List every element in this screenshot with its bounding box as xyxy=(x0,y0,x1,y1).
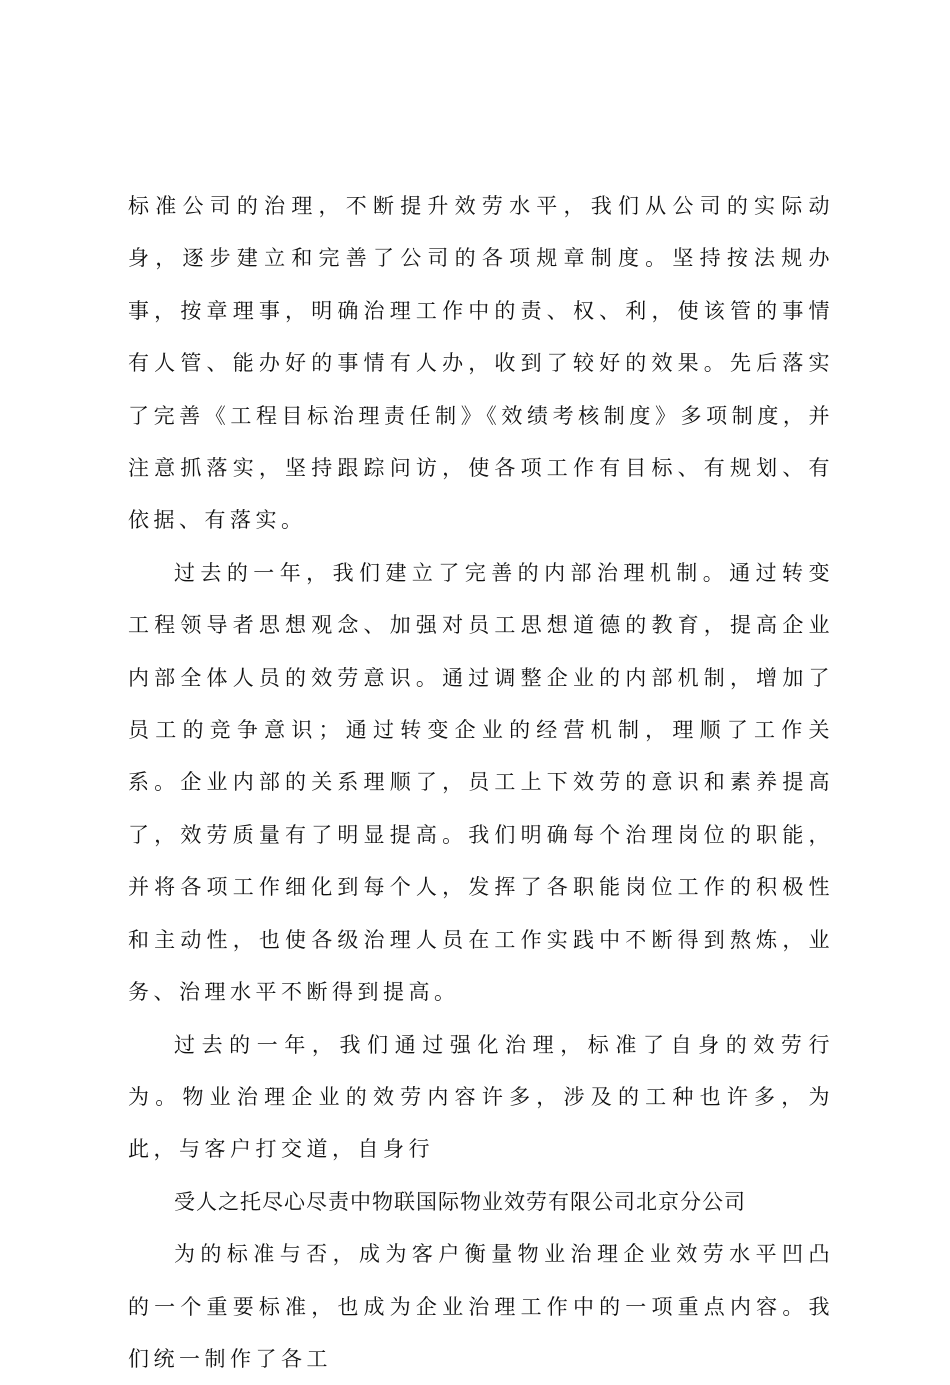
paragraph-management-standards: 标准公司的治理，不断提升效劳水平，我们从公司的实际动身，逐步建立和完善了公司的各项规章制度。坚持按法规办事，按章理事，明确治理工作中的责、权、利，使该管的事情有人管、能办好的事情有人办，收到了较好的效果。先后落实了完善《工程目标治理责任制》《效绩考核制度》多项制度，并注意抓落实，坚持跟踪问访，使各项工作有目标、有规划、有依据、有落实。 xyxy=(128,194,834,533)
document-body xyxy=(128,180,834,1385)
paragraph-internal-mechanism: 过去的一年，我们建立了完善的内部治理机制。通过转变工程领导者思想观念、加强对员工思想道德的教育，提高企业内部全体人员的效劳意识。通过调整企业的内部机制，增加了员工的竞争意识；通过转变企业的经营机制，理顺了工作关系。企业内部的关系理顺了，员工上下效劳的意识和素养提高了，效劳质量有了明显提高。我们明确每个治理岗位的职能，并将各项工作细化到每个人，发挥了各职能岗位工作的积极性和主动性，也使各级治理人员在工作实践中不断得到熬炼，业务、治理水平不断得到提高。 xyxy=(128,560,834,1005)
company-slogan-line: 受人之托尽心尽责中物联国际物业效劳有限公司北京分公司 xyxy=(174,1189,746,1214)
paragraph-behavior-standards: 为的标准与否，成为客户衡量物业治理企业效劳水平凹凸的一个重要标准，也成为企业治理工作中的一项重点内容。我们统一制作了各工 xyxy=(128,1242,834,1371)
paragraph-service-behavior: 过去的一年，我们通过强化治理，标准了自身的效劳行为。物业治理企业的效劳内容许多，涉及的工种也许多，为此，与客户打交道，自身行 xyxy=(128,1032,834,1162)
